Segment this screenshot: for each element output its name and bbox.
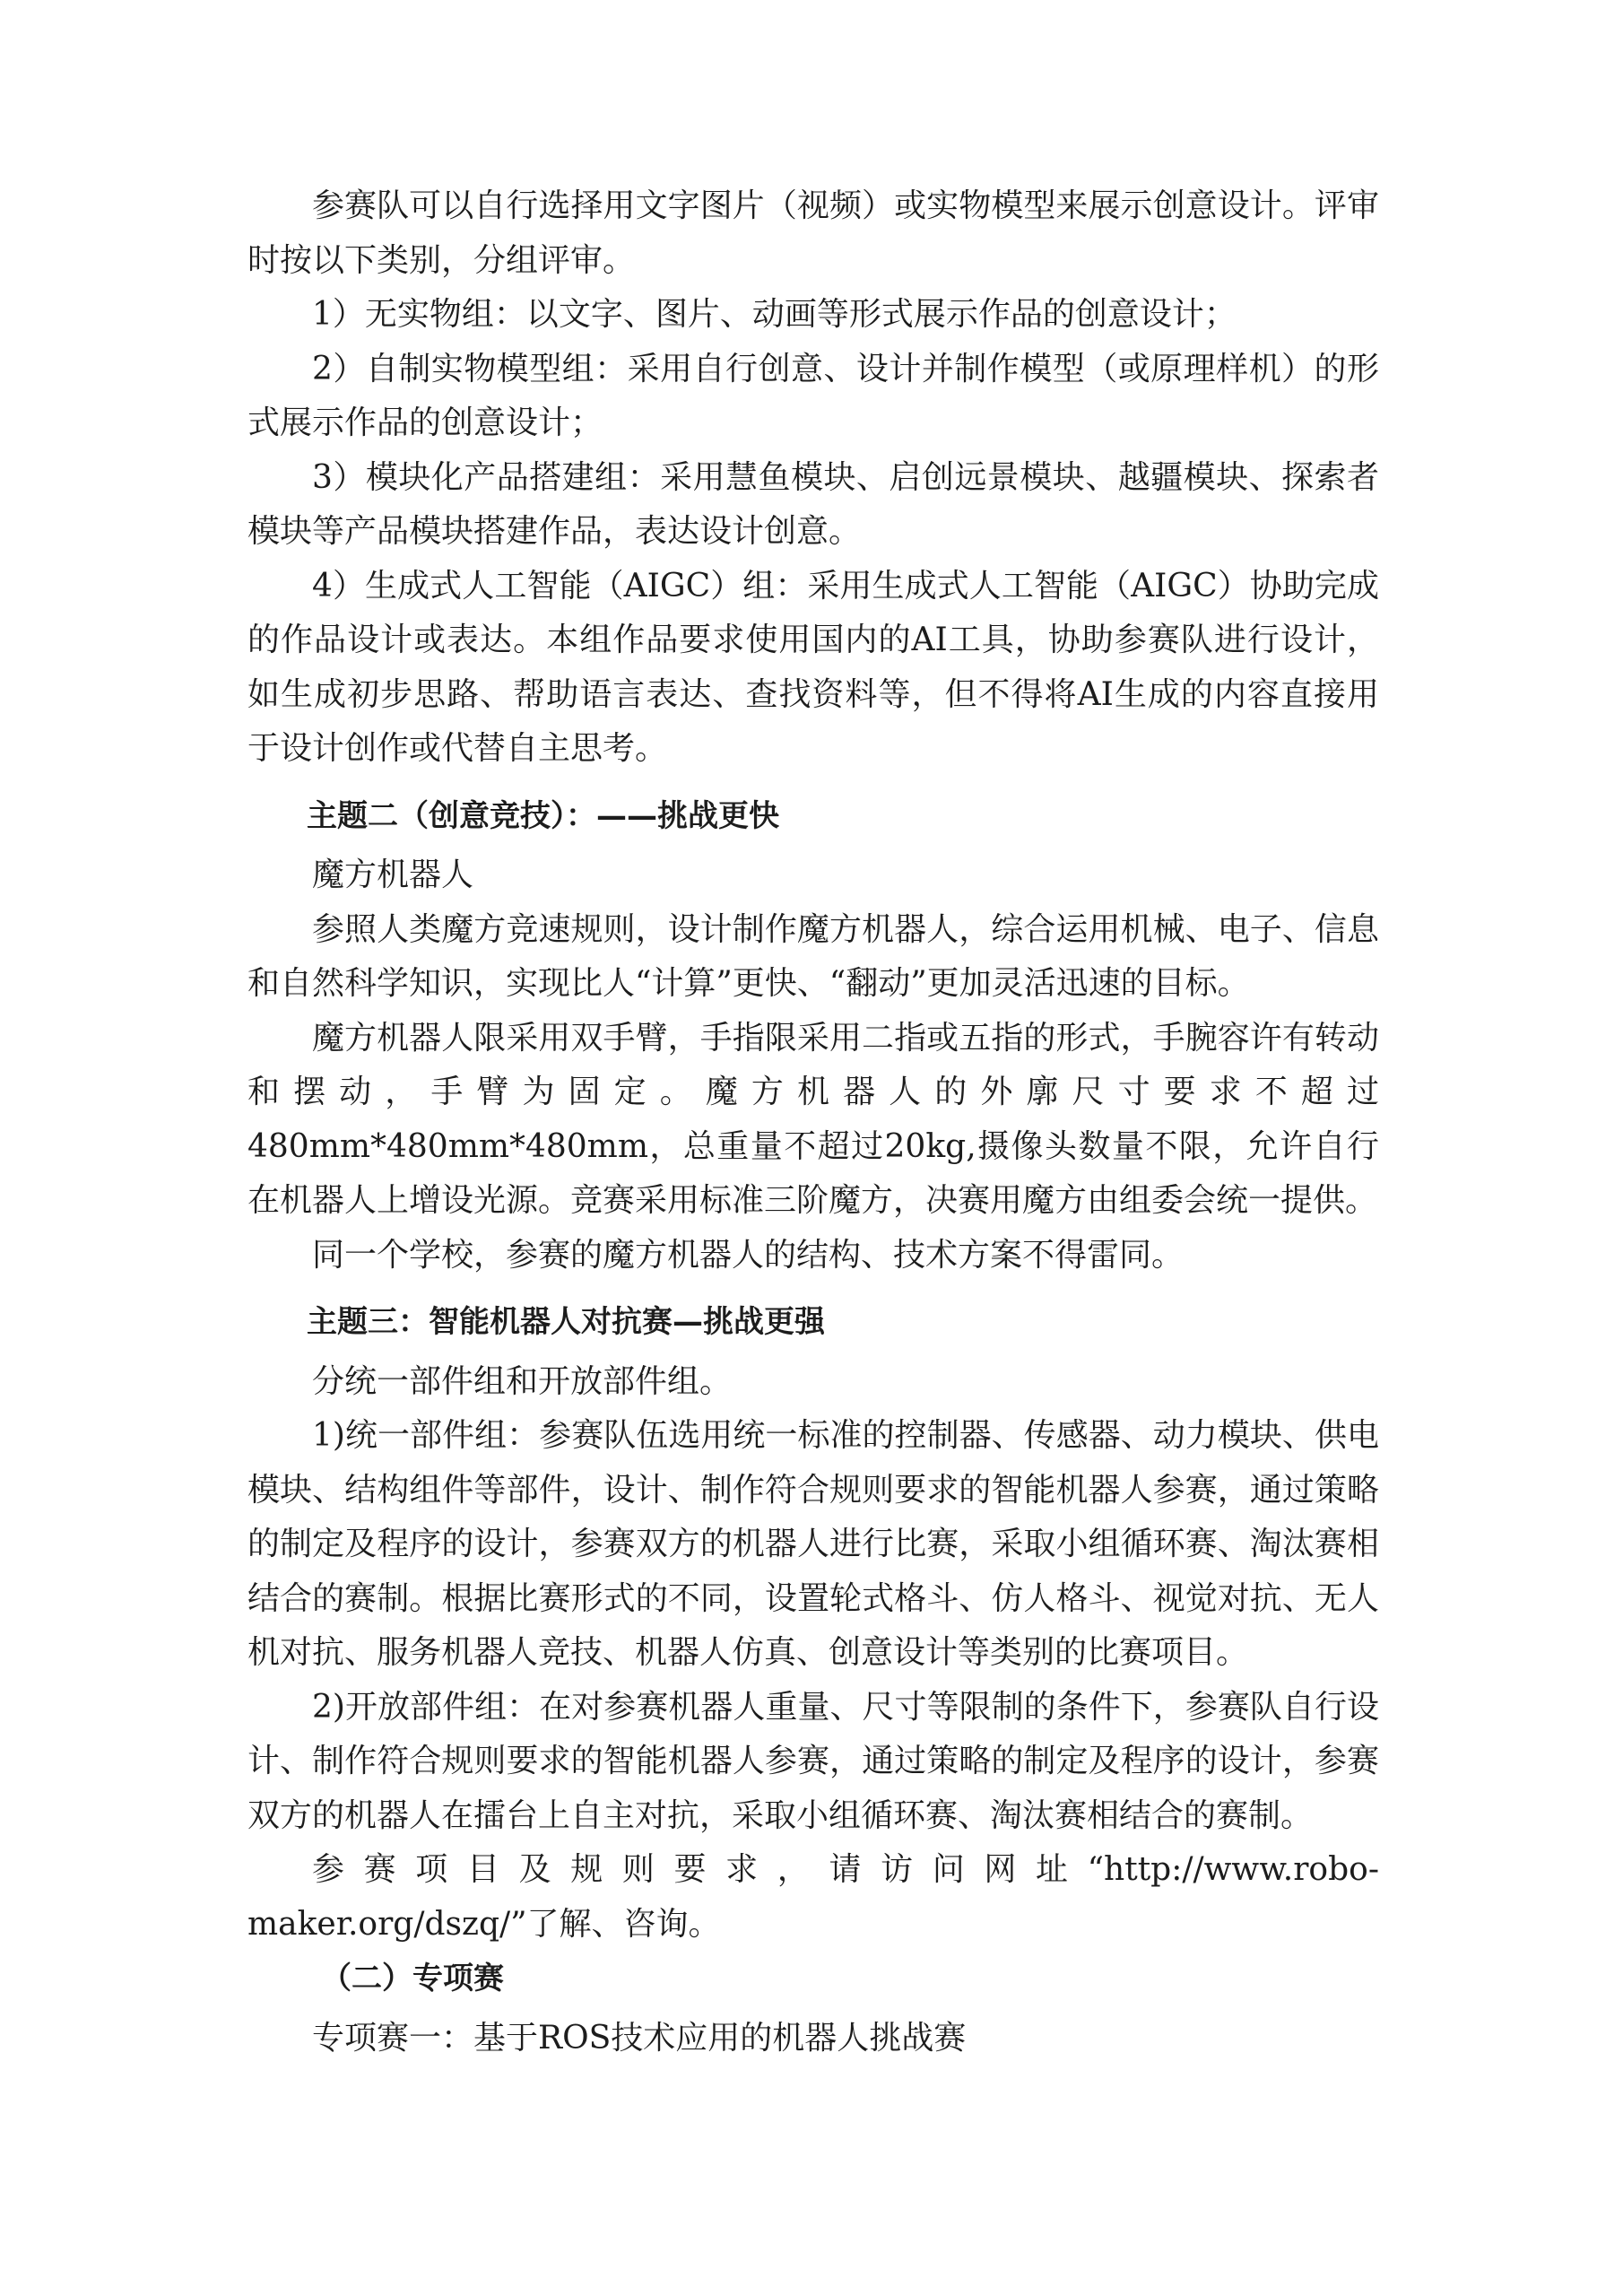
- paragraph-category-2: 2）自制实物模型组：采用自行创意、设计并制作模型（或原理样机）的形式展示作品的创意设计；: [247, 350, 1379, 441]
- paragraph-rubik-note: 同一个学校，参赛的魔方机器人的结构、技术方案不得雷同。: [312, 1236, 1185, 1274]
- heading-theme-2: 主题二（创意竞技）：——挑战更快: [307, 797, 779, 834]
- paragraph-rubik-specs: 魔方机器人限采用双手臂，手指限采用二指或五指的形式，手腕容许有转动和摆动，手臂为固定。魔方机器人的外廓尺寸要求不超过480mm*480mm*480mm，总重量不超过20kg,摄像头数量不限，允许自行在机器人上增设光源。竞赛采用标准三阶魔方，决赛用魔方由组委会统一提供。: [247, 1019, 1379, 1219]
- paragraph-groups: 分统一部件组和开放部件组。: [312, 1362, 733, 1400]
- paragraph-intro: 参赛队可以自行选择用文字图片（视频）或实物模型来展示创意设计。评审时按以下类别，分组评审。: [247, 187, 1379, 279]
- heading-theme-3: 主题三：智能机器人对抗赛—挑战更强: [307, 1304, 825, 1340]
- document-body: [247, 179, 1379, 2066]
- paragraph-category-1: 1）无实物组：以文字、图片、动画等形式展示作品的创意设计；: [312, 296, 1237, 333]
- paragraph-category-3: 3）模块化产品搭建组：采用慧鱼模块、启创远景模块、越疆模块、探索者模块等产品模块搭建作品，表达设计创意。: [247, 458, 1379, 550]
- paragraph-open-group: 2)开放部件组：在对参赛机器人重量、尺寸等限制的条件下，参赛队自行设计、制作符合规则要求的智能机器人参赛，通过策略的制定及程序的设计，参赛双方的机器人在擂台上自主对抗，采取小组循环赛、淘汰赛相结合的赛制。: [247, 1688, 1379, 1834]
- paragraph-rubik-title: 魔方机器人: [312, 857, 474, 893]
- paragraph-special-1: 专项赛一：基于ROS技术应用的机器人挑战赛: [312, 2019, 967, 2057]
- paragraph-unified-group: 1)统一部件组：参赛队伍选用统一标准的控制器、传感器、动力模块、供电模块、结构组件等部件，设计、制作符合规则要求的智能机器人参赛，通过策略的制定及程序的设计，参赛双方的机器人进行比赛，采取小组循环赛、淘汰赛相结合的赛制。根据比赛形式的不同，设置轮式格斗、仿人格斗、视觉对抗、无人机对抗、服务机器人竞技、机器人仿真、创意设计等类别的比赛项目。: [247, 1417, 1379, 1671]
- paragraph-rubik-rules: 参照人类魔方竞速规则，设计制作魔方机器人，综合运用机械、电子、信息和自然科学知识，实现比人“计算”更快、“翻动”更加灵活迅速的目标。: [247, 910, 1379, 1002]
- paragraph-category-4: 4）生成式人工智能（AIGC）组：采用生成式人工智能（AIGC）协助完成的作品设计或表达。本组作品要求使用国内的AI工具，协助参赛队进行设计，如生成初步思路、帮助语言表达、查找资料等，但不得将AI生成的内容直接用于设计创作或代替自主思考。: [247, 567, 1379, 767]
- heading-special-contest: （二）专项赛: [321, 1961, 504, 1996]
- paragraph-website: 参赛项目及规则要求，请访问网址“http://www.robo-maker.org/dszq/”了解、咨询。: [247, 1851, 1379, 1943]
